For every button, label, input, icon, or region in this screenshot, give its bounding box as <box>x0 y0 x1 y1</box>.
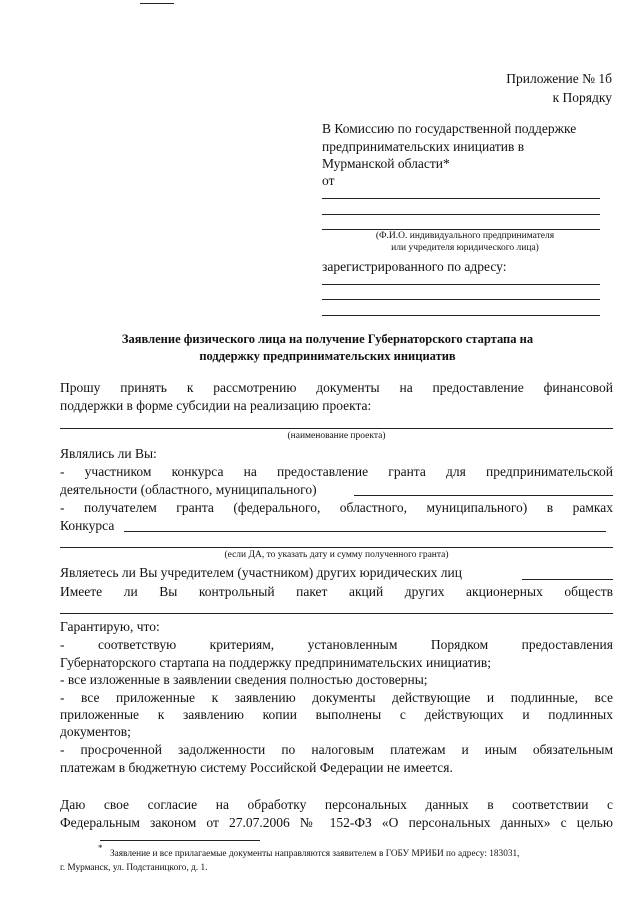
grant-details-caption: (если ДА, то указать дату и сумму полученного гранта) <box>224 550 449 560</box>
addressee-from: от <box>322 173 335 188</box>
document-title-line2: поддержку предпринимательских инициатив <box>199 349 456 363</box>
guarantee-4-line1: - просроченной задолженности по налоговым платежам и иным обязательным <box>60 742 613 757</box>
guarantee-label: Гарантирую, что: <box>60 619 160 634</box>
grant-line1: - получателем гранта (федерального, областного, муниципального) в рамках <box>60 500 613 515</box>
founder-answer-field[interactable] <box>522 579 613 580</box>
address-field-line-1[interactable] <box>322 284 600 285</box>
contest-line2: деятельности (областного, муниципального) <box>60 482 317 497</box>
request-line2: поддержки в форме субсидии на реализацию проекта: <box>60 398 372 413</box>
guarantee-3-line2: приложенные к заявлению копии выполнены с действующих и подлинных <box>60 707 613 722</box>
fio-field-line-1[interactable] <box>322 198 600 199</box>
appendix-number: Приложение № 1б <box>506 71 612 86</box>
founder-question: Являетесь ли Вы учредителем (участником) других юридических лиц <box>60 565 462 580</box>
addressee-line1: В Комиссию по государственной поддержке <box>322 121 577 136</box>
document-title-line1: Заявление физического лица на получение Губернаторского стартапа на <box>121 332 534 346</box>
consent-line1: Даю свое согласие на обработку персональных данных в соответствии с <box>60 797 613 812</box>
guarantee-1-line1: - соответствую критериям, установленным Порядком предоставления <box>60 637 613 652</box>
footnote-separator <box>100 840 260 841</box>
registered-address-label: зарегистрированного по адресу: <box>322 259 507 274</box>
address-field-line-2[interactable] <box>322 299 600 300</box>
grant-answer-field[interactable] <box>124 531 606 532</box>
footnote-line2: г. Мурманск, ул. Подстаницкого, д. 1. <box>60 863 208 873</box>
address-field-line-3[interactable] <box>322 315 600 316</box>
were-you-label: Являлись ли Вы: <box>60 446 157 461</box>
fio-field-line-2[interactable] <box>322 214 600 215</box>
request-line1: Прошу принять к рассмотрению документы на предоставление финансовой <box>60 380 613 395</box>
grant-line2: Конкурса <box>60 518 115 533</box>
grant-details-field[interactable] <box>60 547 613 548</box>
guarantee-3-line1: - все приложенные к заявлению документы действующие и подлинные, все <box>60 690 613 705</box>
guarantee-3-line3: документов; <box>60 724 131 739</box>
guarantee-2: - все изложенные в заявлении сведения полностью достоверны; <box>60 672 428 687</box>
guarantee-4-line2: платежам в бюджетную систему Российской Федерации не имеется. <box>60 760 453 775</box>
footnote-line1: Заявление и все прилагаемые документы направляются заявителем в ГОБУ МРИБИ по адресу: 183031, <box>110 849 520 859</box>
addressee-line2: предпринимательских инициатив в <box>322 139 525 154</box>
guarantee-1-line2: Губернаторского стартапа на поддержку предпринимательских инициатив; <box>60 655 491 670</box>
addressee-line3: Мурманской области* <box>322 156 450 171</box>
shares-answer-field[interactable] <box>60 613 613 614</box>
contest-line1: - участником конкурса на предоставление гранта для предпринимательской <box>60 464 613 479</box>
project-name-caption: (наименование проекта) <box>287 431 386 441</box>
footnote-mark: * <box>98 843 103 853</box>
fio-caption-line1: (Ф.И.О. индивидуального предпринимателя <box>375 231 555 241</box>
contest-answer-field[interactable] <box>354 495 613 496</box>
shares-question: Имеете ли Вы контрольный пакет акций других акционерных обществ <box>60 584 613 599</box>
consent-line2: Федеральным законом от 27.07.2006 № 152-ФЗ «О персональных данных» с целью <box>60 815 613 830</box>
top-scan-mark <box>140 3 174 4</box>
fio-caption-line2: или учредителя юридического лица) <box>391 243 539 253</box>
project-name-field[interactable] <box>60 428 613 429</box>
appendix-order: к Порядку <box>552 90 612 105</box>
